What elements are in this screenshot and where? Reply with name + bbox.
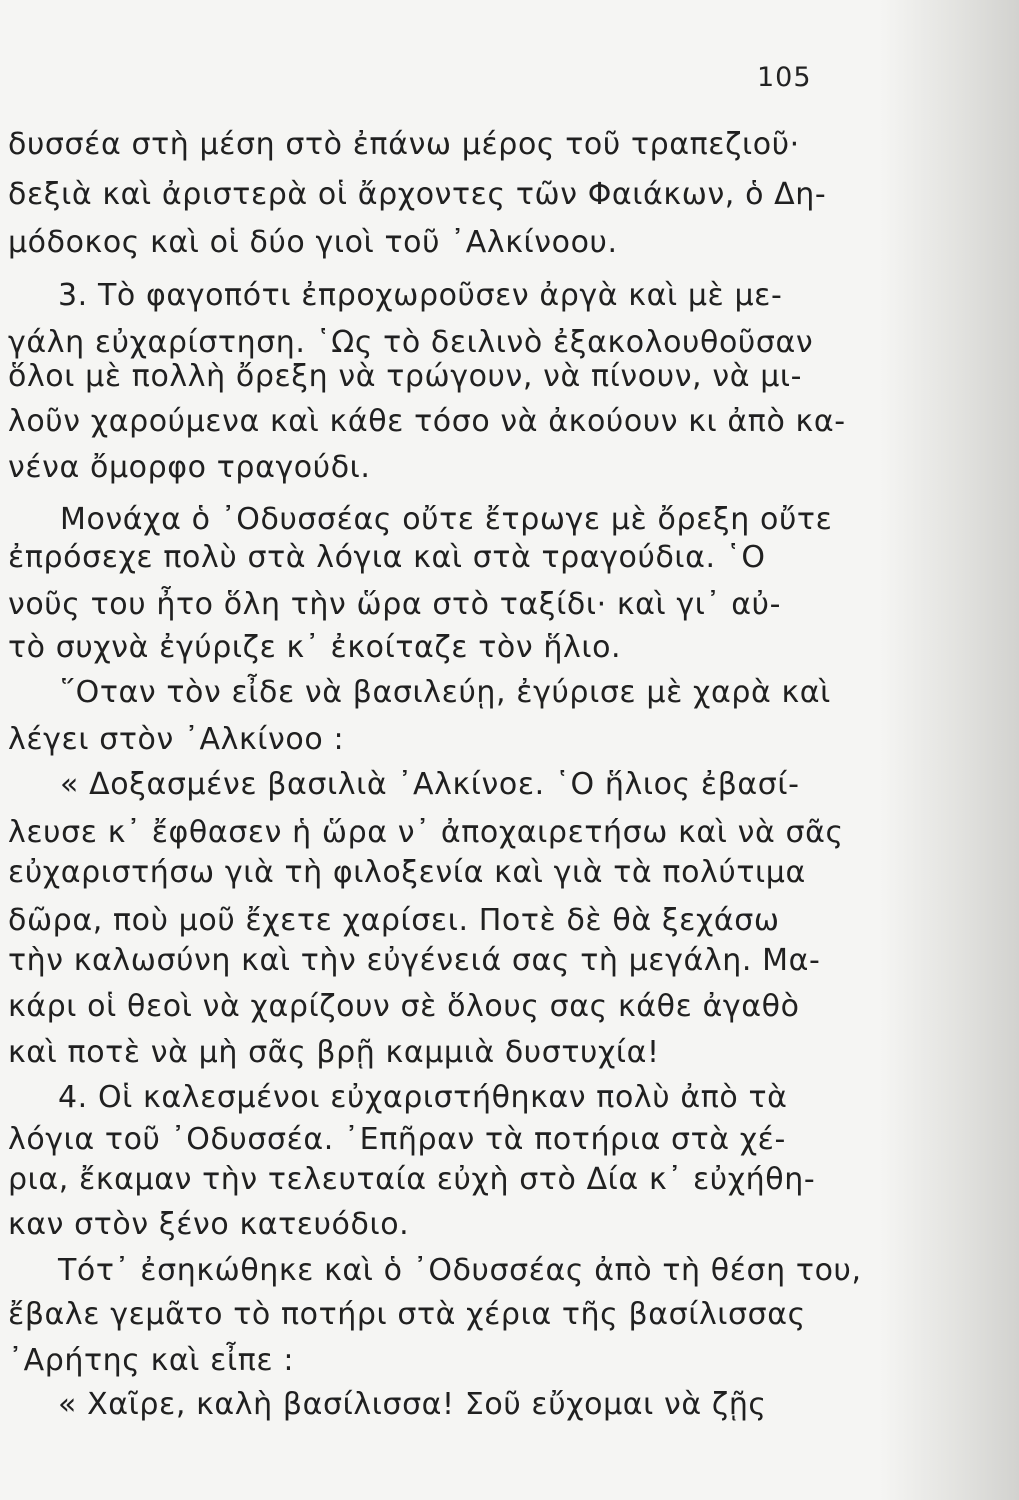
text-line: Μονάχα ὁ ᾽Οδυσσέας οὔτε ἔτρωγε μὲ ὄρεξη οὔτε	[60, 502, 833, 537]
text-line: λέγει στὸν ᾽Αλκίνοο :	[8, 722, 345, 757]
text-line: δῶρα, ποὺ μοῦ ἔχετε χαρίσει. Ποτὲ δὲ θὰ ξεχάσω	[8, 903, 780, 938]
text-line: κάρι οἱ θεοὶ νὰ χαρίζουν σὲ ὅλους σας κάθε ἀγαθὸ	[8, 989, 800, 1024]
text-line: 3. Τὸ φαγοπότι ἐπροχωροῦσεν ἀργὰ καὶ μὲ με-	[58, 278, 783, 313]
text-line: νένα ὄμορφο τραγούδι.	[8, 450, 371, 485]
page-number: 105	[757, 62, 812, 93]
text-line: δεξιὰ καὶ ἀριστερὰ οἱ ἄρχοντες τῶν Φαιάκων, ὁ Δη-	[8, 177, 827, 212]
text-line: ρια, ἔκαμαν τὴν τελευταία εὐχὴ στὸ Δία κ᾽ εὐχήθη-	[8, 1162, 816, 1197]
text-line: νοῦς του ἦτο ὅλη τὴν ὥρα στὸ ταξίδι· καὶ γι᾽ αὐ-	[8, 587, 781, 622]
text-line: « Χαῖρε, καλὴ βασίλισσα! Σοῦ εὔχομαι νὰ ζῇς	[58, 1387, 767, 1422]
text-line: ῞Οταν τὸν εἶδε νὰ βασιλεύῃ, ἐγύρισε μὲ χαρὰ καὶ	[60, 675, 831, 710]
text-line: « Δοξασμένε βασιλιὰ ᾽Αλκίνοε. ῾Ο ἥλιος ἐβασί-	[60, 767, 800, 802]
text-line: γάλη εὐχαρίστηση. ῾Ως τὸ δειλινὸ ἐξακολουθοῦσαν	[8, 325, 814, 360]
text-line: λόγια τοῦ ᾽Οδυσσέα. ᾽Επῆραν τὰ ποτήρια στὰ χέ-	[8, 1122, 786, 1157]
text-line: ὅλοι μὲ πολλὴ ὄρεξη νὰ τρώγουν, νὰ πίνουν, νὰ μι-	[8, 359, 803, 394]
text-line: ἐπρόσεχε πολὺ στὰ λόγια καὶ στὰ τραγούδια. ῾Ο	[8, 540, 766, 575]
text-line: δυσσέα στὴ μέση στὸ ἐπάνω μέρος τοῦ τραπεζιοῦ·	[8, 127, 800, 162]
text-line: τὸ συχνὰ ἐγύριζε κ᾽ ἐκοίταζε τὸν ἥλιο.	[8, 630, 622, 665]
text-line: καὶ ποτὲ νὰ μὴ σᾶς βρῇ καμμιὰ δυστυχία!	[8, 1035, 660, 1070]
text-line: μόδοκος καὶ οἱ δύο γιοὶ τοῦ ᾽Αλκίνοου.	[8, 225, 618, 260]
text-line: 4. Οἱ καλεσμένοι εὐχαριστήθηκαν πολὺ ἀπὸ τὰ	[58, 1080, 788, 1115]
text-line: εὐχαριστήσω γιὰ τὴ φιλοξενία καὶ γιὰ τὰ πολύτιμα	[8, 855, 806, 890]
text-line: καν στὸν ξένο κατευόδιο.	[8, 1207, 410, 1242]
text-line: Τότ᾽ ἐσηκώθηκε καὶ ὁ ᾽Οδυσσέας ἀπὸ τὴ θέση του,	[58, 1253, 862, 1288]
text-line: ἔβαλε γεμᾶτο τὸ ποτήρι στὰ χέρια τῆς βασίλισσας	[8, 1297, 806, 1332]
text-line: λοῦν χαρούμενα καὶ κάθε τόσο νὰ ἀκούουν κι ἀπὸ κα-	[8, 404, 846, 439]
text-line: ᾽Αρήτης καὶ εἶπε :	[8, 1343, 295, 1378]
text-line: λευσε κ᾽ ἔφθασεν ἡ ὥρα ν᾽ ἀποχαιρετήσω καὶ νὰ σᾶς	[8, 815, 844, 850]
text-line: τὴν καλωσύνη καὶ τὴν εὐγένειά σας τὴ μεγάλη. Μα-	[8, 943, 821, 978]
